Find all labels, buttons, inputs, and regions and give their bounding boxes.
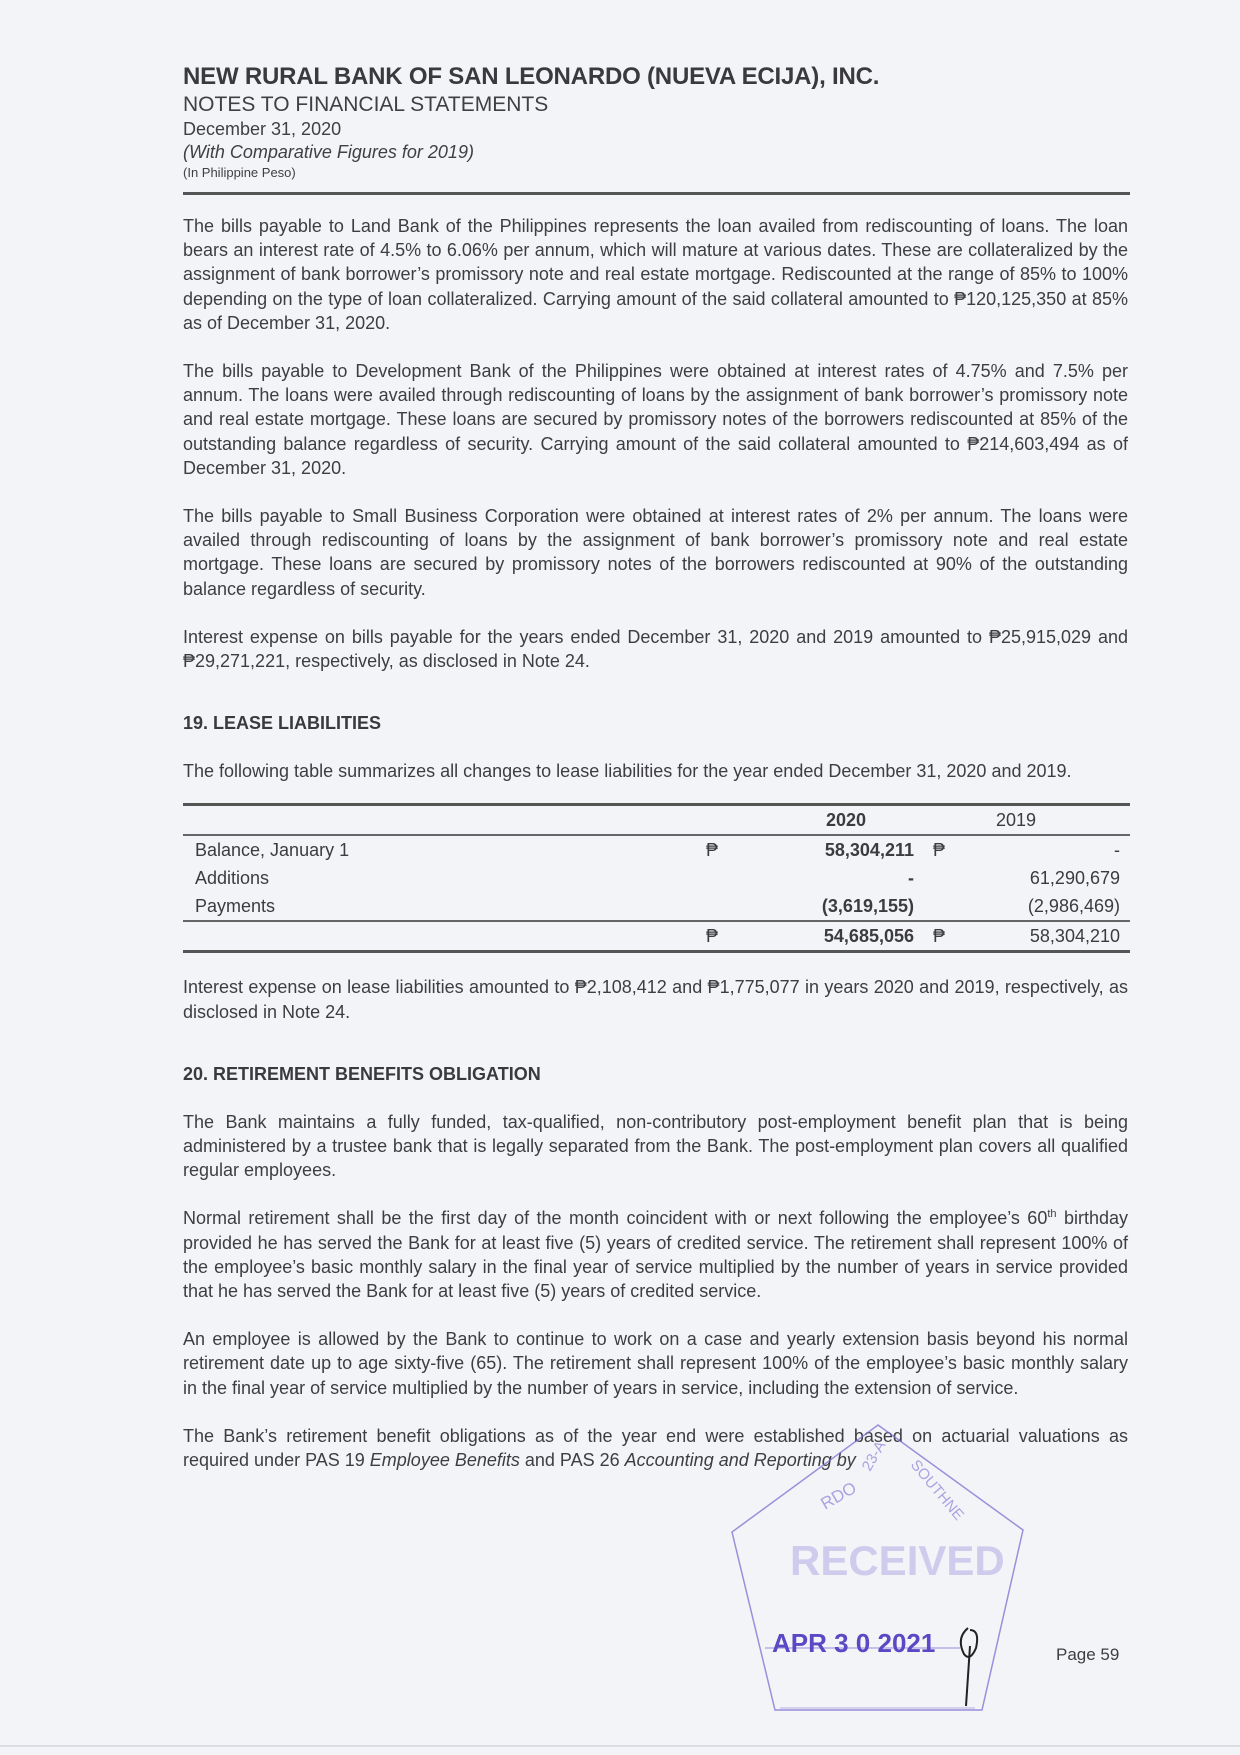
document-header <box>183 62 1128 181</box>
extension-paragraph: An employee is allowed by the Bank to continue to work on a case and yearly extension basis beyond his normal retirement date up to age sixty-five (65). The retirement shall represent 100% of the employee’s basic monthly salary in the final year of service multiplied by the number of years in service, including the extension of service. <box>183 1329 1128 1398</box>
company-name: NEW RURAL BANK OF SAN LEONARDO (NUEVA ECIJA), INC. <box>183 63 880 90</box>
paragraph-landbank: The bills payable to Land Bank of the Philippines represents the loan availed from rediscounting of loans. The loan bears an interest rate of 4.5% to 6.06% per annum, which will mature at various dates. These are collateralized by the assignment of bank borrower’s promissory note and real estate mortgage. Rediscounted at the range of 85% to 100% depending on the type of loan collateralized. Carrying amount of the said collateral amounted to ₱120,125,350 at 85% as of December 31, 2020. <box>183 216 1128 333</box>
paragraph-sbc: The bills payable to Small Business Corporation were obtained at interest rates of 2% per annum. The loans were availed through rediscounting of loans by the assignment of bank borrower’s promissory note and real estate mortgage. These loans are secured by promissory notes of the borrowers rediscounted at 90% of the outstanding balance regardless of security. <box>183 506 1128 599</box>
page-edge <box>0 1745 1240 1747</box>
document-subtitle: NOTES TO FINANCIAL STATEMENTS <box>183 93 549 116</box>
table-row: Balance, January 1 ₱ 58,304,211 ₱ - <box>183 836 1130 864</box>
section-19-intro: The following table summarizes all changes to lease liabilities for the year ended December 31, 2020 and 2019. <box>183 761 1072 782</box>
statement-date: December 31, 2020 <box>183 119 342 139</box>
peso-sign: ₱ <box>932 926 945 947</box>
table-row: Additions - 61,290,679 <box>195 868 1120 889</box>
peso-sign: ₱ <box>705 926 718 947</box>
currency-note: (In Philippine Peso) <box>183 165 296 180</box>
svg-text:23-A: 23-A <box>858 1438 890 1474</box>
normal-retirement-paragraph: Normal retirement shall be the first day of the month coincident with or next following the employee’s 60th birthday provided he has served the Bank for at least five (5) years of credited service. The retirement shall represent 100% of the employee’s basic monthly salary in the final year of service multiplied by the number of years in service provided that he has served the Bank for at least five (5) years of credited service. <box>183 1208 1128 1302</box>
section-20-heading: 20. RETIREMENT BENEFITS OBLIGATION <box>183 1063 541 1084</box>
actuarial-paragraph: The Bank’s retirement benefit obligations as of the year end were established based on actuarial valuations as required under PAS 19 Employee Benefits and PAS 26 Accounting and Reporting by <box>183 1425 1128 1471</box>
header-divider <box>183 192 1130 195</box>
lease-interest-note: Interest expense on lease liabilities amounted to ₱2,108,412 and ₱1,775,077 in years 2020 and 2019, respectively, as disclosed in Note 24. <box>183 977 1128 1022</box>
document-body <box>183 214 1128 1472</box>
lease-liabilities-table <box>183 803 1130 953</box>
retirement-plan-paragraph: The Bank maintains a fully funded, tax-qualified, non-contributory post-employment benefit plan that is being administered by a trustee bank that is legally separated from the Bank. The post-employment plan covers all qualified regular employees. <box>183 1111 1128 1181</box>
peso-sign: ₱ <box>705 840 718 861</box>
svg-text:RDO: RDO <box>817 1478 860 1514</box>
section-19-heading: 19. LEASE LIABILITIES <box>183 713 382 734</box>
paragraph-interest-bills: Interest expense on bills payable for the years ended December 31, 2020 and 2019 amounted to ₱25,915,029 and ₱29,271,221, respectively, as disclosed in Note 24. <box>183 626 1128 672</box>
table-header-row <box>183 806 1130 834</box>
table-row: Payments (3,619,155) (2,986,469) <box>195 896 1120 917</box>
page-number: Page 59 <box>1056 1645 1120 1664</box>
column-header-2019: 2019 <box>996 810 1037 831</box>
comparative-note: (With Comparative Figures for 2019) <box>183 142 474 162</box>
paragraph-dbp: The bills payable to Development Bank of the Philippines were obtained at interest rates of 4.75% and 7.5% per annum. The loans were availed through rediscounting of loans by the assignment of bank borrower’s promissory note and real estate mortgage. These loans are secured by promissory notes of the borrowers rediscounted at 85% of the outstanding balance regardless of security. Carrying amount of the said collateral amounted to ₱214,603,494 as of December 31, 2020. <box>183 361 1128 478</box>
stamp-date: APR 3 0 2021 <box>772 1628 936 1658</box>
column-header-2020: 2020 <box>825 810 866 831</box>
svg-text:SOUTHNE: SOUTHNE <box>906 1456 968 1524</box>
peso-sign: ₱ <box>932 840 945 861</box>
table-total-row: ₱ 54,685,056 ₱ 58,304,210 <box>183 922 1130 950</box>
stamp-received-text: RECEIVED <box>790 1537 1005 1584</box>
signature-icon <box>961 1628 977 1706</box>
